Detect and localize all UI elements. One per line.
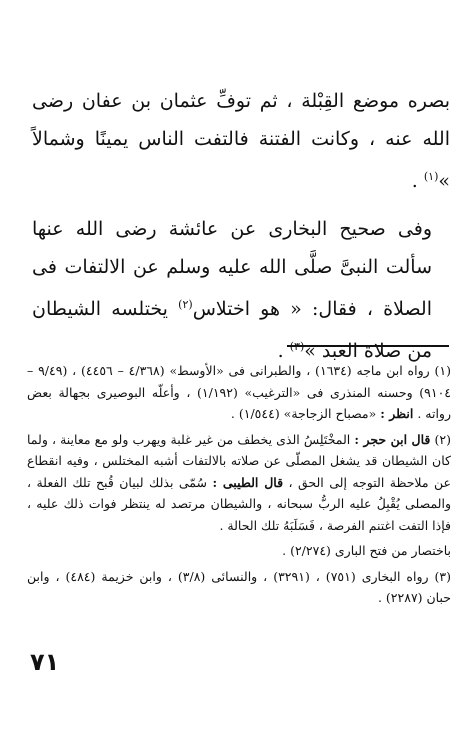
page-number: ٧١	[30, 648, 60, 676]
footnote-ref-1: (١)	[423, 170, 439, 183]
paragraph-1-text: بصره موضع القِبْلة ، ثم توفِّ عثمان بن عفان رضى الله عنه ، وكانت الفتنة فالتفت الناس يمينًا وشمالاً »	[32, 90, 450, 192]
footnote-ref-2: (٢)	[178, 298, 193, 311]
footnote-1-bold: انظر :	[380, 406, 414, 421]
footnote-1-end: «مصباح الزجاجة» (١/٥٤٤) .	[230, 406, 381, 421]
footnote-2-bold-2: قال الطيبى :	[212, 474, 284, 490]
footnote-1-text: (١) رواه ابن ماجه (١٦٣٤) ، والطبرانى فى «الأوسط» (٤/٣٦٨ – ٤٤٥٦) ، (٩/٤٩ – ٩١٠٤) وحسنه المنذرى فى «الترغيب» (١/١٩٢) ، وأعلّه البوصيرى بجهالة بعض رواته .	[27, 363, 451, 421]
footnote-2-prefix: (٢)	[430, 431, 451, 447]
paragraph-2-end: .	[277, 340, 290, 362]
footnote-2	[27, 429, 451, 537]
footnote-2-text-1: المخْتَلِسُ الذى يخطف من غير غلبة ويهرب ولو مع معاينة ، ولما كان الشيطان قد يشغل المصلّى عن صلاته بالالتفات أشبه المختلس ، وفيه انقطاع عن ملاحظة التوجه إلى الحق ،	[27, 431, 451, 490]
footnote-1	[27, 360, 451, 425]
footnote-ref-3: (٣)	[289, 340, 305, 353]
footnote-2-source: باختصار من فتح البارى (٢/٢٧٤) .	[282, 543, 451, 558]
footnote-separator	[287, 345, 449, 347]
footnote-2-bold-1: قال ابن حجر :	[354, 431, 431, 447]
paragraph-1-end: .	[411, 170, 424, 192]
footnotes	[27, 360, 451, 609]
paragraph-2-text-2: يختلسه الشيطان من صلاة العبد »	[32, 298, 432, 362]
footnote-2-text-2: سُمّى بذلك لبيان قُبح تلك الفعلة ، والمصلى يُقْبِلُ عليه الربُّ سبحانه ، والشيطان مرتصد له ينتظر فوات ذلك عليه ، فإذا التفت اغتنم الفرصة ، فَسَلَبَهُ تلك الحالة .	[27, 474, 451, 533]
footnote-3: (٣) رواه البخارى (٧٥١) ، (٣٢٩١) ، والنسائى (٣/٨) ، وابن خزيمة (٤٨٤) ، وابن حبان (٢٢٨٧) .	[27, 568, 451, 605]
main-text	[32, 82, 450, 370]
paragraph-2-text: وفى صحيح البخارى عن عائشة رضى الله عنها سألت النبىَّ صلَّى الله عليه وسلم عن الالتفات فى الصلاة ، فقال: « هو اختلاس	[32, 218, 433, 320]
paragraph-1	[32, 82, 450, 200]
